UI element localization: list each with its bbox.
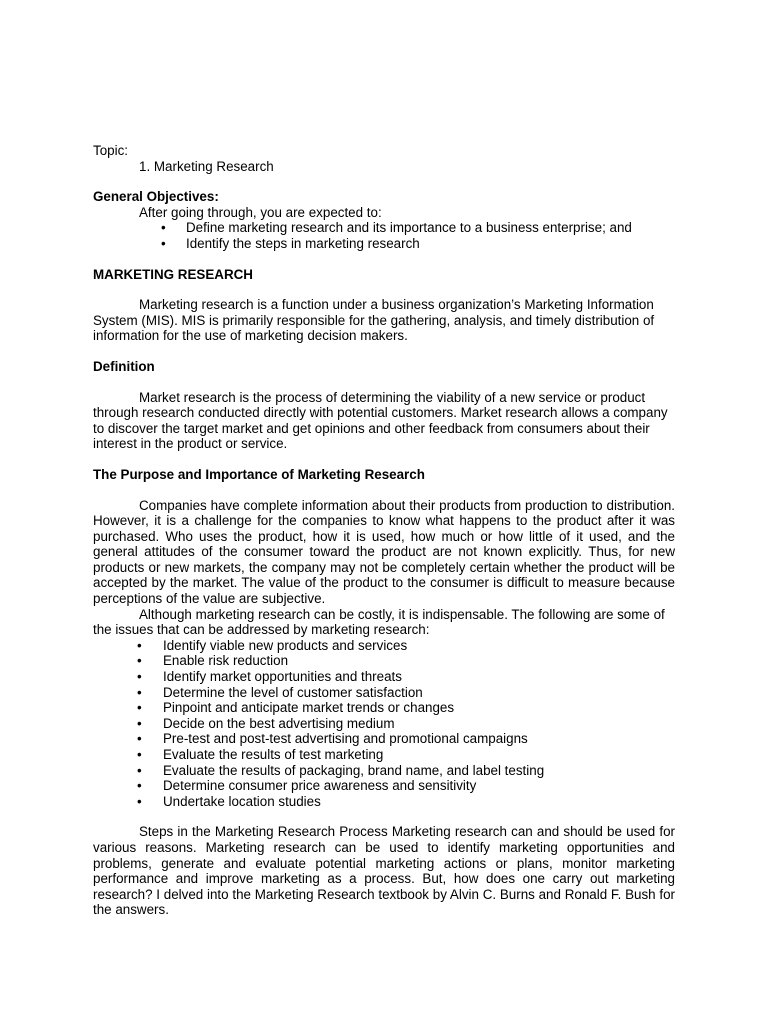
general-objectives-intro: After going through, you are expected to: — [139, 204, 382, 220]
purpose-paragraph-2: Although marketing research can be costly, it is indispensable. The following are some of the issues that can be addressed by marketing research: — [93, 606, 665, 638]
definition-heading: Definition — [93, 358, 155, 374]
objective-item: • Identify the steps in marketing research — [93, 236, 675, 252]
issue-item: • Pre-test and post-test advertising and promotional campaigns — [93, 731, 675, 747]
issue-item: • Decide on the best advertising medium — [93, 716, 675, 732]
issue-item: • Pinpoint and anticipate market trends or changes — [93, 700, 675, 716]
issue-item: • Identify market opportunities and threats — [93, 669, 675, 685]
issue-item: • Identify viable new products and services — [93, 638, 675, 654]
issue-item: • Enable risk reduction — [93, 653, 675, 669]
document-content — [93, 143, 675, 918]
general-objectives-heading: General Objectives: — [93, 189, 219, 205]
definition-paragraph: Market research is the process of determining the viability of a new service or product through research conducted directly with potential customers. Market research allows a company to discover the target market and get opinions and other feedback from consumers about their interest in the product or service. — [93, 389, 668, 452]
issue-item: • Determine consumer price awareness and sensitivity — [93, 778, 675, 794]
topic-label: Topic: — [93, 143, 128, 158]
objective-item: • Define marketing research and its importance to a business enterprise; and — [93, 220, 675, 236]
issue-item: • Determine the level of customer satisfaction — [93, 685, 675, 701]
marketing-research-heading: MARKETING RESEARCH — [93, 266, 253, 282]
marketing-research-paragraph: Marketing research is a function under a business organization’s Marketing Information System (MIS). MIS is primarily responsible for the gathering, analysis, and timely distribution of information for the use of marketing decision makers. — [93, 297, 655, 344]
steps-paragraph: Steps in the Marketing Research Process Marketing research can and should be used for various reasons. Marketing research can be used to identify marketing opportunities and problems, generate and evaluate potential marketing actions or plans, monitor marketing performance and improve marketing as a process. But, how does one carry out marketing research? I delved into the Marketing Research textbook by Alvin C. Burns and Ronald F. Bush for the answers. — [93, 824, 675, 918]
purpose-heading: The Purpose and Importance of Marketing Research — [93, 466, 425, 482]
purpose-paragraph-1: Companies have complete information about their products from production to distribution. However, it is a challenge for the companies to know what happens to the product after it was purchased. Who uses the product, how it is used, how much or how little of it used, and the general attitudes of the consumer toward the product are not known explicitly. Thus, for new products or new markets, the company may not be completely certain whether the product will be accepted by the market. The value of the product to the consumer is difficult to measure because perceptions of the value are subjective. — [93, 497, 675, 607]
issue-item: • Evaluate the results of packaging, brand name, and label testing — [93, 763, 675, 779]
issues-list — [93, 638, 675, 810]
topic-item: 1. Marketing Research — [139, 158, 274, 174]
objectives-list — [93, 220, 675, 251]
issue-item: • Undertake location studies — [93, 794, 675, 810]
issue-item: • Evaluate the results of test marketing — [93, 747, 675, 763]
